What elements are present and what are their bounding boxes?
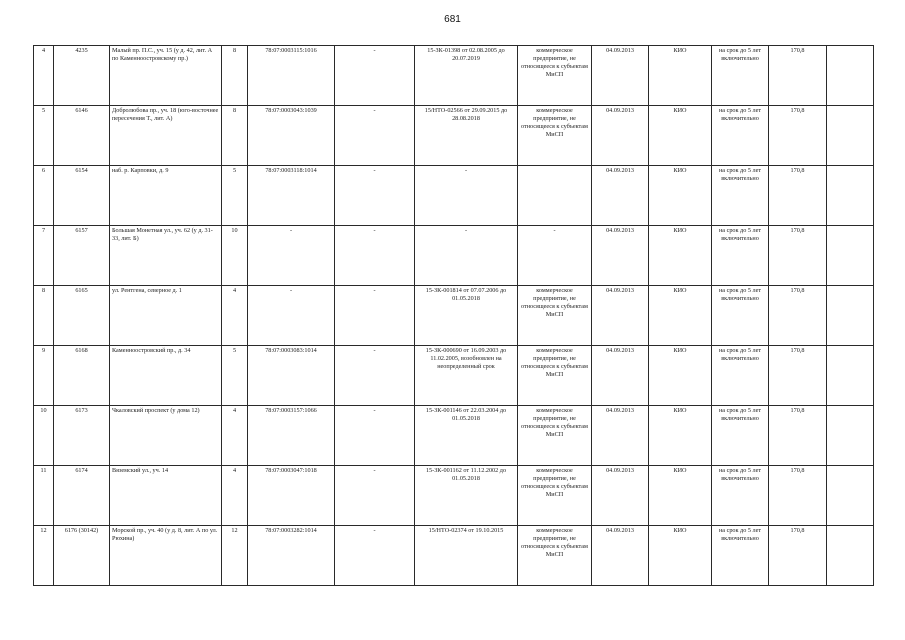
table-row <box>34 46 874 106</box>
notes-cell <box>827 46 874 106</box>
object-id: 6165 <box>54 286 110 346</box>
decision-date: 04.09.2013 <box>592 526 649 586</box>
decision-date: 04.09.2013 <box>592 406 649 466</box>
lease-term: на срок до 5 лет включительно <box>712 406 769 466</box>
table-body <box>34 46 874 586</box>
contract-info: 15/НТО-02374 от 19.10.2015 <box>415 526 518 586</box>
row-number: 10 <box>34 406 54 466</box>
lease-term: на срок до 5 лет включительно <box>712 286 769 346</box>
empty-cell: - <box>335 406 415 466</box>
notes-cell <box>827 406 874 466</box>
object-area: 12 <box>222 526 248 586</box>
empty-cell: - <box>335 466 415 526</box>
object-area: 4 <box>222 406 248 466</box>
decision-date: 04.09.2013 <box>592 346 649 406</box>
notes-cell <box>827 526 874 586</box>
object-address: Большая Монетная ул., уч. 62 (у д. 31-33, лит. Б) <box>110 226 222 286</box>
table-row <box>34 406 874 466</box>
lease-term: на срок до 5 лет включительно <box>712 466 769 526</box>
table-row <box>34 166 874 226</box>
object-address: Вяземский ул., уч. 14 <box>110 466 222 526</box>
decision-date: 04.09.2013 <box>592 466 649 526</box>
notes-cell <box>827 226 874 286</box>
object-address: Малый пр. П.С., уч. 15 (у д. 42, лит. А по Каменноостровскому пр.) <box>110 46 222 106</box>
empty-cell: - <box>335 166 415 226</box>
tenant-category: коммерческое предприятие, не относящееся к субъектам МиСП <box>518 106 592 166</box>
organization: КИО <box>649 286 712 346</box>
object-address: Чкаловский проспект (у дома 12) <box>110 406 222 466</box>
empty-cell: - <box>335 286 415 346</box>
cadastral-number: 78:07:0003047:1018 <box>248 466 335 526</box>
notes-cell <box>827 106 874 166</box>
tenant-category: коммерческое предприятие, не относящееся к субъектам МиСП <box>518 346 592 406</box>
object-area: 4 <box>222 286 248 346</box>
contract-info: - <box>415 166 518 226</box>
object-id: 4235 <box>54 46 110 106</box>
object-area: 5 <box>222 346 248 406</box>
lease-term: на срок до 5 лет включительно <box>712 226 769 286</box>
row-number: 8 <box>34 286 54 346</box>
notes-cell <box>827 346 874 406</box>
organization: КИО <box>649 106 712 166</box>
contract-info: 15-ЗК-001146 от 22.03.2004 до 01.05.2018 <box>415 406 518 466</box>
empty-cell: - <box>335 46 415 106</box>
cadastral-number: - <box>248 286 335 346</box>
table-row <box>34 526 874 586</box>
object-area: 8 <box>222 106 248 166</box>
rate-value: 170,8 <box>769 406 827 466</box>
table-row <box>34 106 874 166</box>
object-id: 6146 <box>54 106 110 166</box>
empty-cell: - <box>335 106 415 166</box>
decision-date: 04.09.2013 <box>592 106 649 166</box>
rate-value: 170,8 <box>769 46 827 106</box>
object-area: 8 <box>222 46 248 106</box>
table-row <box>34 466 874 526</box>
object-id: 6154 <box>54 166 110 226</box>
organization: КИО <box>649 226 712 286</box>
rate-value: 170,8 <box>769 346 827 406</box>
notes-cell <box>827 166 874 226</box>
tenant-category <box>518 166 592 226</box>
notes-cell <box>827 466 874 526</box>
object-id: 6168 <box>54 346 110 406</box>
cadastral-number: 78:07:0003083:1014 <box>248 346 335 406</box>
table-row <box>34 226 874 286</box>
object-address: Добролюбова пр., уч. 18 (юго-восточнее пересечения Т., лит. А) <box>110 106 222 166</box>
contract-info: 15-ЗК-01398 от 02.08.2005 до 20.07.2019 <box>415 46 518 106</box>
decision-date: 04.09.2013 <box>592 226 649 286</box>
tenant-category: коммерческое предприятие, не относящееся к субъектам МиСП <box>518 406 592 466</box>
object-address: Морской пр., уч. 40 (у д. 8, лит. А по ул. Рюхина) <box>110 526 222 586</box>
cadastral-number: 78:07:0003282:1014 <box>248 526 335 586</box>
object-id: 6173 <box>54 406 110 466</box>
object-id: 6157 <box>54 226 110 286</box>
page-number: 681 <box>444 14 461 25</box>
row-number: 11 <box>34 466 54 526</box>
object-area: 4 <box>222 466 248 526</box>
objects-table <box>33 45 874 586</box>
rate-value: 170,8 <box>769 466 827 526</box>
decision-date: 04.09.2013 <box>592 46 649 106</box>
rate-value: 170,8 <box>769 286 827 346</box>
cadastral-number: 78:07:0003118:1014 <box>248 166 335 226</box>
organization: КИО <box>649 466 712 526</box>
row-number: 5 <box>34 106 54 166</box>
notes-cell <box>827 286 874 346</box>
cadastral-number: 78:07:0003043:1039 <box>248 106 335 166</box>
decision-date: 04.09.2013 <box>592 286 649 346</box>
object-area: 10 <box>222 226 248 286</box>
rate-value: 170,8 <box>769 166 827 226</box>
tenant-category: коммерческое предприятие, не относящееся к субъектам МиСП <box>518 286 592 346</box>
tenant-category: коммерческое предприятие, не относящееся к субъектам МиСП <box>518 46 592 106</box>
table-row <box>34 346 874 406</box>
row-number: 7 <box>34 226 54 286</box>
object-area: 5 <box>222 166 248 226</box>
lease-term: на срок до 5 лет включительно <box>712 166 769 226</box>
organization: КИО <box>649 46 712 106</box>
lease-term: на срок до 5 лет включительно <box>712 106 769 166</box>
contract-info: 15/НТО-02566 от 29.09.2015 до 28.08.2018 <box>415 106 518 166</box>
rate-value: 170,8 <box>769 226 827 286</box>
organization: КИО <box>649 526 712 586</box>
contract-info: 15-ЗК-001814 от 07.07.2006 до 01.05.2018 <box>415 286 518 346</box>
cadastral-number: - <box>248 226 335 286</box>
rate-value: 170,8 <box>769 526 827 586</box>
contract-info: 15-ЗК-001162 от 11.12.2002 до 01.05.2018 <box>415 466 518 526</box>
organization: КИО <box>649 346 712 406</box>
contract-info: 15-ЗК-000690 от 16.09.2003 до 11.02.2005, возобновлен на неопределенный срок <box>415 346 518 406</box>
row-number: 6 <box>34 166 54 226</box>
cadastral-number: 78:07:0003115:1016 <box>248 46 335 106</box>
object-address: Каменноостровский пр., д. 34 <box>110 346 222 406</box>
rate-value: 170,8 <box>769 106 827 166</box>
object-address: ул. Рентгена, северное д. 1 <box>110 286 222 346</box>
tenant-category: коммерческое предприятие, не относящееся к субъектам МиСП <box>518 466 592 526</box>
object-address: наб. р. Карповки, д. 9 <box>110 166 222 226</box>
object-id: 6176 (30142) <box>54 526 110 586</box>
lease-term: на срок до 5 лет включительно <box>712 346 769 406</box>
contract-info: - <box>415 226 518 286</box>
empty-cell: - <box>335 226 415 286</box>
cadastral-number: 78:07:0003157:1066 <box>248 406 335 466</box>
row-number: 12 <box>34 526 54 586</box>
lease-term: на срок до 5 лет включительно <box>712 526 769 586</box>
organization: КИО <box>649 166 712 226</box>
tenant-category: - <box>518 226 592 286</box>
row-number: 9 <box>34 346 54 406</box>
organization: КИО <box>649 406 712 466</box>
row-number: 4 <box>34 46 54 106</box>
tenant-category: коммерческое предприятие, не относящееся к субъектам МиСП <box>518 526 592 586</box>
empty-cell: - <box>335 526 415 586</box>
empty-cell: - <box>335 346 415 406</box>
decision-date: 04.09.2013 <box>592 166 649 226</box>
lease-term: на срок до 5 лет включительно <box>712 46 769 106</box>
object-id: 6174 <box>54 466 110 526</box>
table-row <box>34 286 874 346</box>
